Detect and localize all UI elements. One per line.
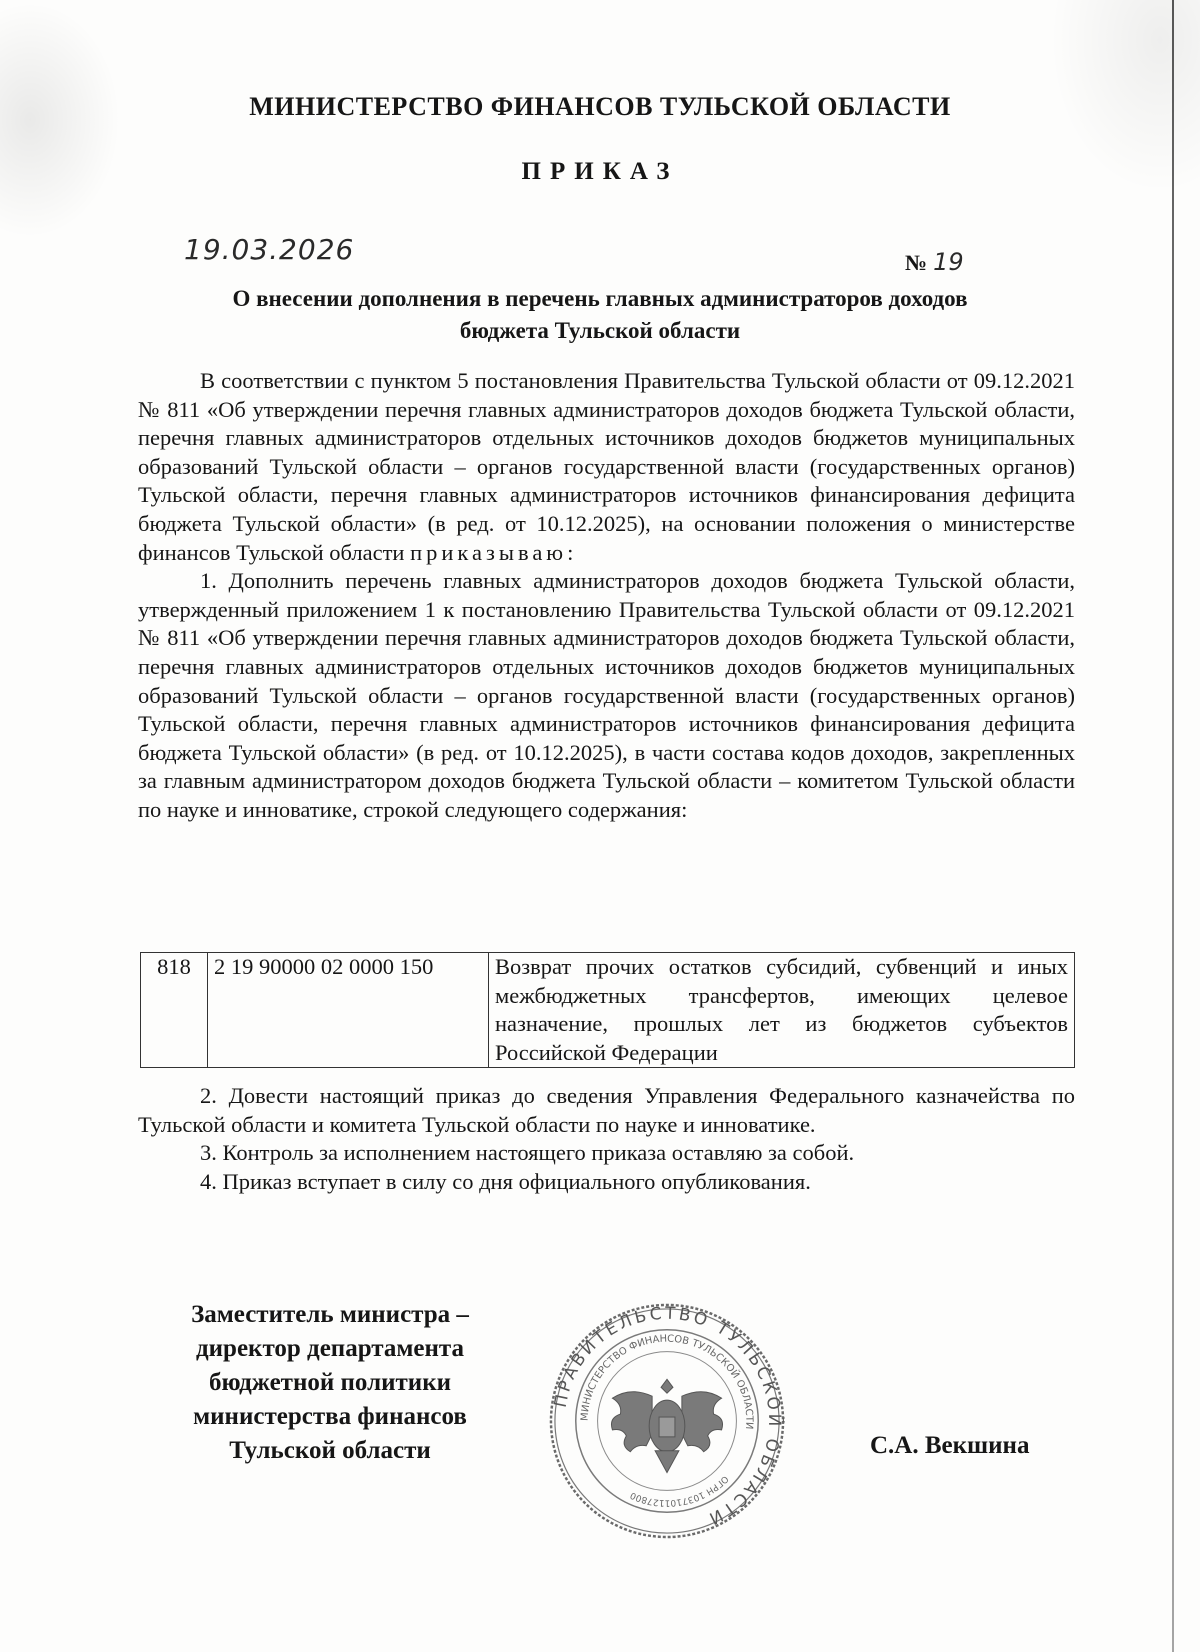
position-line: Тульской области: [229, 1437, 431, 1464]
position-line: Заместитель министра –: [191, 1301, 469, 1328]
preamble-text: В соответствии с пунктом 5 постановления Правительства Тульской области от 09.12.2021 № 811 «Об утверждении перечня главных администраторов доходов бюджета Тульской области, перечня главных администраторов отдельных источников доходов бюджетов муниципальных образований Тульской области – органов государственной власти (государственных органов) Тульской области, перечня главных администраторов источников финансирования дефицита бюджета Тульской области» (в ред. от 10.12.2025), на основании положения о министерстве финансов Тульской области: [138, 368, 1075, 565]
position-line: министерства финансов: [193, 1403, 467, 1430]
item-3: 3. Контроль за исполнением настоящего приказа оставляю за собой.: [200, 1140, 855, 1166]
order-keyword: приказываю:: [410, 539, 578, 565]
svg-text:ОГРН 1037101127800: ОГРН 1037101127800: [628, 1473, 730, 1508]
svg-text:МИНИСТЕРСТВО ФИНАНСОВ ТУЛЬСКОЙ: МИНИСТЕРСТВО ФИНАНСОВ ТУЛЬСКОЙ ОБЛАСТИ: [579, 1333, 755, 1430]
item-1: 1. Дополнить перечень главных администраторов доходов бюджета Тульской области, утвержденный приложением 1 к постановлению Правительства Тульской области от 09.12.2021 № 811 «Об утверждении перечня главных администраторов доходов бюджета Тульской области, перечня главных администраторов отдельных источников доходов бюджетов муниципальных образований Тульской области – органов государственной власти (государственных органов) Тульской области, перечня главных администраторов источников финансирования дефицита бюджета Тульской области» (в ред. от 10.12.2025), в части состава кодов доходов, закрепленных за главным администратором доходов бюджета Тульской области – комитетом Тульской области по науке и инноватике, строкой следующего содержания:: [138, 568, 1075, 822]
order-number: [905, 248, 964, 276]
double-eagle-emblem-icon: [611, 1379, 722, 1472]
position-line: директор департамента: [196, 1335, 464, 1362]
item-2: 2. Довести настоящий приказ до сведения Управления Федерального казначейства по Тульской области и комитета Тульской области по науке и инноватике.: [138, 1083, 1075, 1137]
signatory-position: [150, 1298, 510, 1468]
ministry-header: МИНИСТЕРСТВО ФИНАНСОВ ТУЛЬСКОЙ ОБЛАСТИ: [249, 92, 951, 121]
signatory-name: С.А. Векшина: [870, 1432, 1030, 1459]
admin-code-cell: 818: [141, 953, 208, 1068]
order-date: 19.03.2026: [184, 233, 355, 266]
income-code-cell: 2 19 90000 02 0000 150: [208, 953, 489, 1068]
scan-edge: [1172, 0, 1174, 1652]
number-value: 19: [933, 248, 964, 276]
document-type: ПРИКАЗ: [521, 158, 679, 185]
table-row: [141, 953, 1075, 1068]
subject-line-1: О внесении дополнения в перечень главных администраторов доходов: [232, 286, 968, 311]
description-cell: Возврат прочих остатков субсидий, субвенций и иных межбюджетных трансфертов, имеющих целевое назначение, прошлых лет из бюджетов субъектов Российской Федерации: [489, 953, 1075, 1068]
official-seal: [548, 1302, 786, 1540]
order-body: [138, 367, 1075, 825]
income-codes-table: [140, 952, 1075, 1068]
subject-line-2: бюджета Тульской области: [459, 318, 741, 343]
item-4: 4. Приказ вступает в силу со дня официального опубликования.: [200, 1168, 811, 1194]
svg-text:ПРАВИТЕЛЬСТВО ТУЛЬСКОЙ ОБЛАСТИ: ПРАВИТЕЛЬСТВО ТУЛЬСКОЙ ОБЛАСТИ: [549, 1302, 786, 1531]
position-line: бюджетной политики: [208, 1369, 452, 1396]
order-body-continued: [138, 1082, 1075, 1196]
number-label: №: [905, 250, 928, 275]
order-subject: [150, 283, 1050, 347]
preamble-paragraph: [138, 367, 1075, 567]
